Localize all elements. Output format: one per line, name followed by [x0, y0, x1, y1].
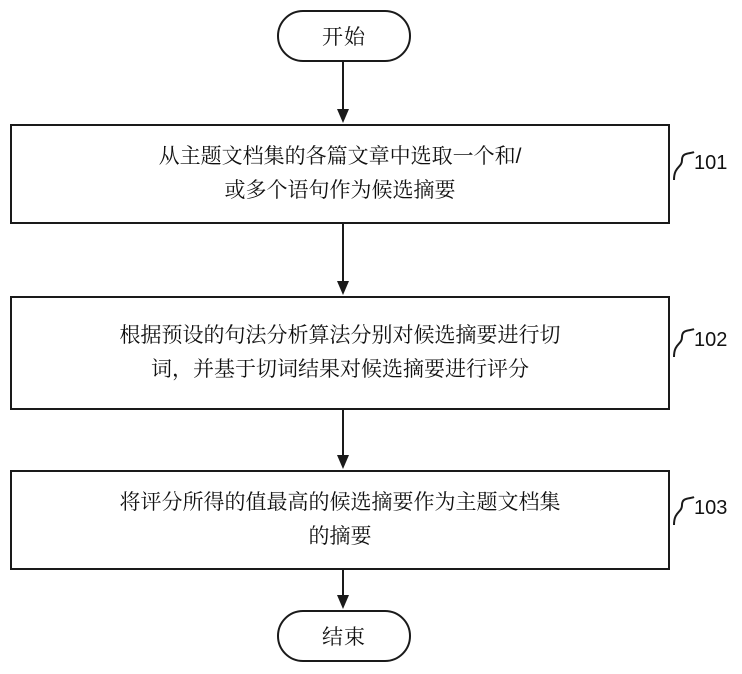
node-start — [277, 10, 411, 62]
node-end-label: 结束 — [322, 626, 366, 649]
edge-start-to-step101 — [328, 62, 358, 124]
edge-step103-to-end — [328, 570, 358, 610]
node-step101-label: 从主题文档集的各篇文章中选取一个和/ 或多个语句作为候选摘要 — [158, 145, 522, 202]
step101-brace — [672, 150, 696, 182]
step102-brace — [672, 327, 696, 359]
step103-brace — [672, 495, 696, 527]
node-step103-label: 将评分所得的值最高的候选摘要作为主题文档集 的摘要 — [119, 491, 561, 548]
node-end — [277, 610, 411, 662]
edge-step101-to-step102 — [328, 224, 358, 296]
edge-step102-to-step103 — [328, 410, 358, 470]
step-number-102: 102 — [694, 329, 728, 351]
node-step101 — [10, 124, 670, 224]
node-start-label: 开始 — [322, 26, 366, 49]
step-number-103: 103 — [694, 497, 728, 519]
step-number-101: 101 — [694, 152, 728, 174]
node-step102-label: 根据预设的句法分析算法分别对候选摘要进行切 词，并基于切词结果对候选摘要进行评分 — [119, 324, 561, 381]
node-step103 — [10, 470, 670, 570]
node-step102 — [10, 296, 670, 410]
